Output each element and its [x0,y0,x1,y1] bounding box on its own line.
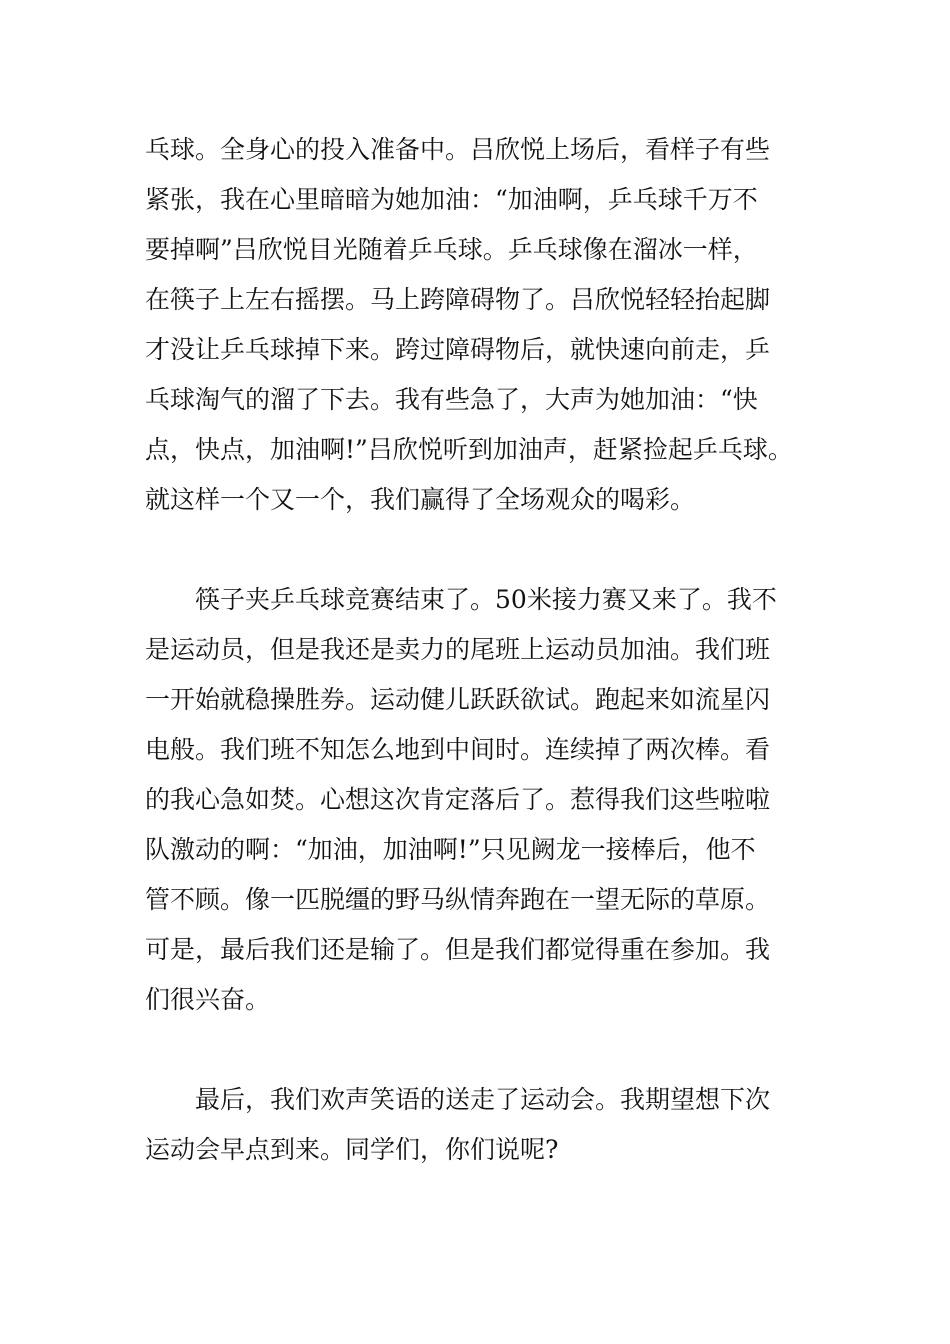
text-line: 运动会早点到来。同学们，你们说呢? [145,1135,559,1164]
text-line: 在筷子上左右摇摆。马上跨障碍物了。吕欣悦轻轻抬起脚 [145,285,771,314]
text-line: 就这样一个又一个，我们赢得了全场观众的喝彩。 [145,485,696,514]
text-line: 乓球。全身心的投入准备中。吕欣悦上场后，看样子有些 [145,135,771,164]
text-line: 才没让乒乓球掉下来。跨过障碍物后，就快速向前走，乒 [145,335,771,364]
text-line: 的我心急如焚。心想这次肯定落后了。惹得我们这些啦啦 [145,785,771,814]
text-line: 最后，我们欢声笑语的送走了运动会。我期望想下次 [145,1085,771,1114]
paragraph-closing [145,1075,825,1175]
paragraph-relay-race [145,575,825,1025]
text-line: 管不顾。像一匹脱缰的野马纵情奔跑在一望无际的草原。 [145,885,771,914]
text-line: 一开始就稳操胜券。运动健儿跃跃欲试。跑起来如流星闪 [145,685,771,714]
paragraph-table-tennis [145,125,825,525]
text-line: 是运动员，但是我还是卖力的尾班上运动员加油。我们班 [145,635,771,664]
text-line: 紧张，我在心里暗暗为她加油：“加油啊，乒乓球千万不 [145,185,758,214]
text-line: 电般。我们班不知怎么地到中间时。连续掉了两次棒。看 [145,735,771,764]
text-line: 点，快点，加油啊!”吕欣悦听到加油声，赶紧捡起乒乓球。 [145,435,793,464]
text-line: 队激动的啊：“加油，加油啊!”只见阙龙一接棒后，他不 [145,835,756,864]
text-line: 们很兴奋。 [145,985,271,1014]
text-line: 可是，最后我们还是输了。但是我们都觉得重在参加。我 [145,935,771,964]
text-line: 要掉啊”吕欣悦目光随着乒乓球。乒乓球像在溜冰一样， [145,235,758,264]
text-line: 筷子夹乒乓球竞赛结束了。50米接力赛又来了。我不 [145,585,777,614]
text-line: 乓球淘气的溜了下去。我有些急了，大声为她加油：“快 [145,385,758,414]
